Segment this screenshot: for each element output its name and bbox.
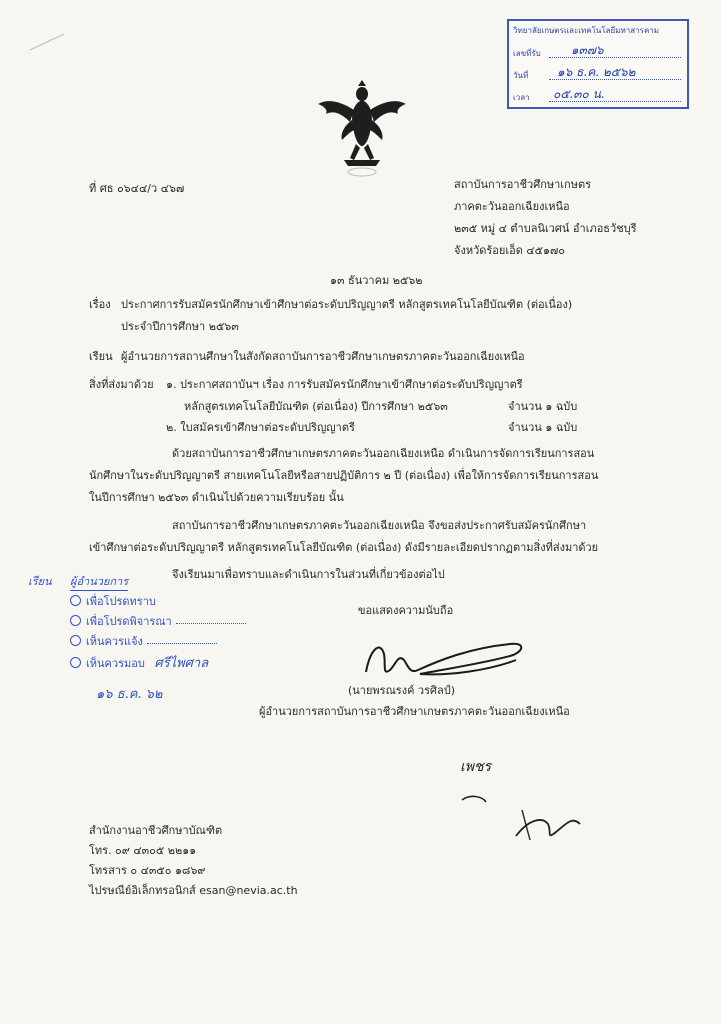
garuda-emblem (314, 80, 410, 180)
closing-salutation: ขอแสดงความนับถือ (358, 604, 454, 617)
body-line: ด้วยสถาบันการอาชีวศึกษาเกษตรภาคตะวันออกเฉียงเหนือ ดำเนินการจัดการเรียนการสอน (172, 447, 595, 460)
org-line: สถาบันการอาชีวศึกษาเกษตร (454, 178, 592, 191)
note-to: เรียน (28, 575, 52, 588)
subject-line: ประจำปีการศึกษา ๒๕๖๓ (121, 320, 239, 333)
director-signature (360, 630, 530, 686)
body-line: สถาบันการอาชีวศึกษาเกษตรภาคตะวันออกเฉียงเหนือ จึงขอส่งประกาศรับสมัครนักศึกษา (172, 519, 587, 532)
body-line: จึงเรียนมาเพื่อทราบและดำเนินการในส่วนที่เกี่ยวข้องต่อไป (172, 568, 445, 581)
received-stamp (507, 19, 689, 109)
subject-label: เรื่อง (89, 298, 111, 311)
note-option (70, 612, 246, 630)
footer-fax: โทรสาร ๐ ๔๓๕๐ ๑๘๖๙ (89, 864, 206, 877)
footer-office: สำนักงานอาชีวศึกษาบัณฑิต (89, 824, 223, 837)
stamp-title: วิทยาลัยเกษตรและเทคโนโลยีมหาสารคาม (513, 26, 660, 35)
enclosure-item: ๑. ประกาศสถาบันฯ เรื่อง การรับสมัครนักศึกษาเข้าศึกษาต่อระดับปริญญาตรี (166, 378, 523, 391)
circle-icon (70, 615, 81, 626)
stamp-time-label: เวลา (513, 93, 530, 102)
stamp-line (549, 57, 681, 58)
check-icon (70, 595, 81, 606)
body-line: นักศึกษาในระดับปริญญาตรี สายเทคโนโลยีหรือสายปฏิบัติการ ๒ ปี (ต่อเนื่อง) เพื่อให้การจัดการเรียนการสอน (89, 469, 599, 482)
dotted-line (176, 623, 246, 624)
dotted-line (147, 643, 217, 644)
pencil-mark (28, 30, 68, 54)
note-option-label: เพื่อโปรดทราบ (86, 595, 156, 608)
enclosures-label: สิ่งที่ส่งมาด้วย (89, 378, 154, 391)
enclosure-item: หลักสูตรเทคโนโลยีบัณฑิต (ต่อเนื่อง) ปีการศึกษา ๒๕๖๓ (184, 400, 448, 413)
enclosure-qty: จำนวน ๑ ฉบับ (508, 400, 578, 413)
handwritten-initials: เพชร (460, 759, 492, 775)
note-option-label: เห็นควรแจ้ง (86, 635, 143, 648)
subject-line: ประกาศการรับสมัครนักศึกษาเข้าศึกษาต่อระดับปริญญาตรี หลักสูตรเทคโนโลยีบัณฑิต (ต่อเนื่อง) (121, 298, 573, 311)
note-addressee: ผู้อำนวยการ (70, 572, 128, 591)
note-date: ๑๖ ธ.ค. ๖๒ (96, 687, 163, 702)
stamp-time-value: ๐๕.๓๐ น. (553, 87, 605, 101)
org-line: จังหวัดร้อยเอ็ด ๔๕๑๗๐ (454, 244, 565, 257)
org-line: ภาคตะวันออกเฉียงเหนือ (454, 200, 570, 213)
handwritten-mark (456, 780, 586, 850)
stamp-receipt-label: เลขที่รับ (513, 49, 541, 58)
stamp-date-value: ๑๖ ธ.ค. ๒๕๖๒ (557, 65, 636, 79)
enclosure-qty: จำนวน ๑ ฉบับ (508, 421, 578, 434)
to-label: เรียน (89, 350, 113, 363)
enclosure-item: ๒. ใบสมัครเข้าศึกษาต่อระดับปริญญาตรี (166, 421, 355, 434)
stamp-date-label: วันที่ (513, 71, 529, 80)
note-option-label: เพื่อโปรดพิจารณา (86, 615, 172, 628)
stamp-receipt-value: ๑๓๗๖ (571, 43, 604, 57)
footer-email: ไปรษณีย์อิเล็กทรอนิกส์ esan@nevia.ac.th (89, 884, 298, 897)
note-option (70, 632, 217, 650)
to-text: ผู้อำนวยการสถานศึกษาในสังกัดสถาบันการอาชีวศึกษาเกษตรภาคตะวันออกเฉียงเหนือ (121, 350, 525, 363)
note-option (70, 592, 156, 610)
circle-icon (70, 635, 81, 646)
body-line: เข้าศึกษาต่อระดับปริญญาตรี หลักสูตรเทคโนโลยีบัณฑิต (ต่อเนื่อง) ดังมีรายละเอียดปรากฏตามสิ่งที่ส่งมาด้วย (89, 541, 599, 554)
signer-title: ผู้อำนวยการสถาบันการอาชีวศึกษาเกษตรภาคตะวันออกเฉียงเหนือ (259, 705, 570, 718)
note-option-label: เห็นควรมอบ (86, 657, 145, 670)
doc-number: ที่ ศธ ๐๖๔๔/ว ๔๖๗ (89, 182, 185, 195)
letter-date: ๑๓ ธันวาคม ๒๕๖๒ (330, 274, 423, 287)
note-assignee: ศรีไพศาล (154, 656, 209, 671)
check-icon (70, 657, 81, 668)
body-line: ในปีการศึกษา ๒๕๖๓ ดำเนินไปด้วยความเรียบร้อย นั้น (89, 491, 344, 504)
org-line: ๒๓๕ หมู่ ๔ ตำบลนิเวศน์ อำเภอธวัชบุรี (454, 222, 637, 235)
signer-name: (นายพรณรงค์ วรศิลป์) (348, 684, 456, 697)
note-option (70, 652, 208, 673)
handwritten-routing-note (24, 572, 264, 702)
footer-phone: โทร. ๐๙ ๔๓๐๕ ๒๒๑๑ (89, 844, 197, 857)
